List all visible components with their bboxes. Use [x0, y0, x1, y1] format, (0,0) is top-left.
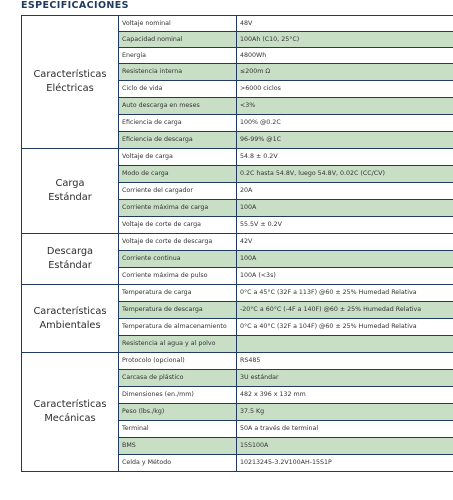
spec-value: RS485 [237, 353, 453, 370]
group-label-line: Descarga [46, 246, 94, 257]
group-label [22, 149, 119, 234]
group-label-line: Eléctricas [46, 83, 94, 94]
spec-value: <3% [237, 98, 453, 115]
spec-value: 42V [237, 234, 453, 251]
group-label-line: Carga [55, 178, 85, 189]
spec-value: 0.2C hasta 54.8V, luego 54.8V, 0.02C (CC/CV) [237, 166, 453, 183]
group-label-line: Características [33, 69, 107, 80]
group-label-line: Mecánicas [44, 413, 96, 424]
spec-value: ≤200m Ω [237, 64, 453, 81]
spec-value: 55.5V ± 0.2V [237, 217, 453, 234]
spec-label: Temperatura de descarga [119, 302, 237, 319]
spec-value: 20A [237, 183, 453, 200]
spec-label: Terminal [119, 421, 237, 438]
spec-label: Corriente del cargador [119, 183, 237, 200]
spec-label: Celda y Método [119, 455, 237, 472]
spec-label: Energía [119, 48, 237, 64]
spec-value: 100% @0.2C [237, 115, 453, 132]
spec-value: 100A (<3s) [237, 268, 453, 285]
spec-label: Ciclo de vida [119, 81, 237, 98]
spec-row [22, 353, 453, 370]
group-label [22, 234, 119, 285]
group-label [22, 285, 119, 353]
spec-value: 10213245-3.2V100AH-15S1P [237, 455, 453, 472]
spec-value: 100A [237, 251, 453, 268]
spec-value: 100A [237, 200, 453, 217]
spec-label: Resistencia al agua y al polvo [119, 336, 237, 353]
spec-label: Temperatura de carga [119, 285, 237, 302]
spec-label: Eficiencia de descarga [119, 132, 237, 149]
spec-label: Corriente máxima de carga [119, 200, 237, 217]
spec-value: -20°C a 60°C (-4F a 140F) @60 ± 25% Humedad Relativa [237, 302, 453, 319]
spec-label: Voltaje de corte de carga [119, 217, 237, 234]
spec-label: Resistencia interna [119, 64, 237, 81]
spec-row [22, 285, 453, 302]
spec-value: 4800Wh [237, 48, 453, 64]
spec-label: Capacidad nominal [119, 32, 237, 48]
spec-value: 3U estándar [237, 370, 453, 387]
spec-value: 100Ah (C10, 25°C) [237, 32, 453, 48]
spec-label: Auto descarga en meses [119, 98, 237, 115]
spec-label: BMS [119, 438, 237, 455]
spec-value: 15S100A [237, 438, 453, 455]
spec-label: Modo de carga [119, 166, 237, 183]
spec-row [22, 16, 453, 32]
spec-row [22, 149, 453, 166]
group-label-line: Estándar [48, 260, 92, 271]
spec-value: 50A a través de terminal [237, 421, 453, 438]
spec-label: Corriente máxima de pulso [119, 268, 237, 285]
group-label [22, 353, 119, 472]
specifications-table [21, 15, 453, 472]
spec-value: 37.5 Kg [237, 404, 453, 421]
spec-value: 0°C a 45°C (32F a 113F) @60 ± 25% Humedad Relativa [237, 285, 453, 302]
spec-label: Eficiencia de carga [119, 115, 237, 132]
spec-label: Temperatura de almacenamiento [119, 319, 237, 336]
spec-label: Corriente continua [119, 251, 237, 268]
group-label [22, 16, 119, 149]
spec-label: Voltaje de carga [119, 149, 237, 166]
spec-label: Voltaje nominal [119, 16, 237, 32]
group-label-line: Estándar [48, 192, 92, 203]
spec-label: Carcasa de plástico [119, 370, 237, 387]
spec-value: 54.8 ± 0.2V [237, 149, 453, 166]
group-label-line: Características [33, 305, 107, 317]
spec-label: Dimensiones (en./mm) [119, 387, 237, 404]
spec-value: 0°C a 40°C (32F a 104F) @60 ± 25% Humedad Relativa [237, 319, 453, 336]
spec-label: Protocolo (opcional) [119, 353, 237, 370]
spec-value: >6000 ciclos [237, 81, 453, 98]
group-label-line: Características [33, 399, 107, 410]
spec-label: Peso (lbs./kg) [119, 404, 237, 421]
page-title: ESPECIFICACIONES [21, 0, 129, 11]
spec-value: 48V [237, 16, 453, 32]
spec-label: Voltaje de corte de descarga [119, 234, 237, 251]
spec-value [237, 336, 453, 353]
spec-row [22, 234, 453, 251]
spec-value: 96-99% @1C [237, 132, 453, 149]
spec-value: 482 x 396 x 132 mm [237, 387, 453, 404]
group-label-line: Ambientales [39, 319, 101, 331]
